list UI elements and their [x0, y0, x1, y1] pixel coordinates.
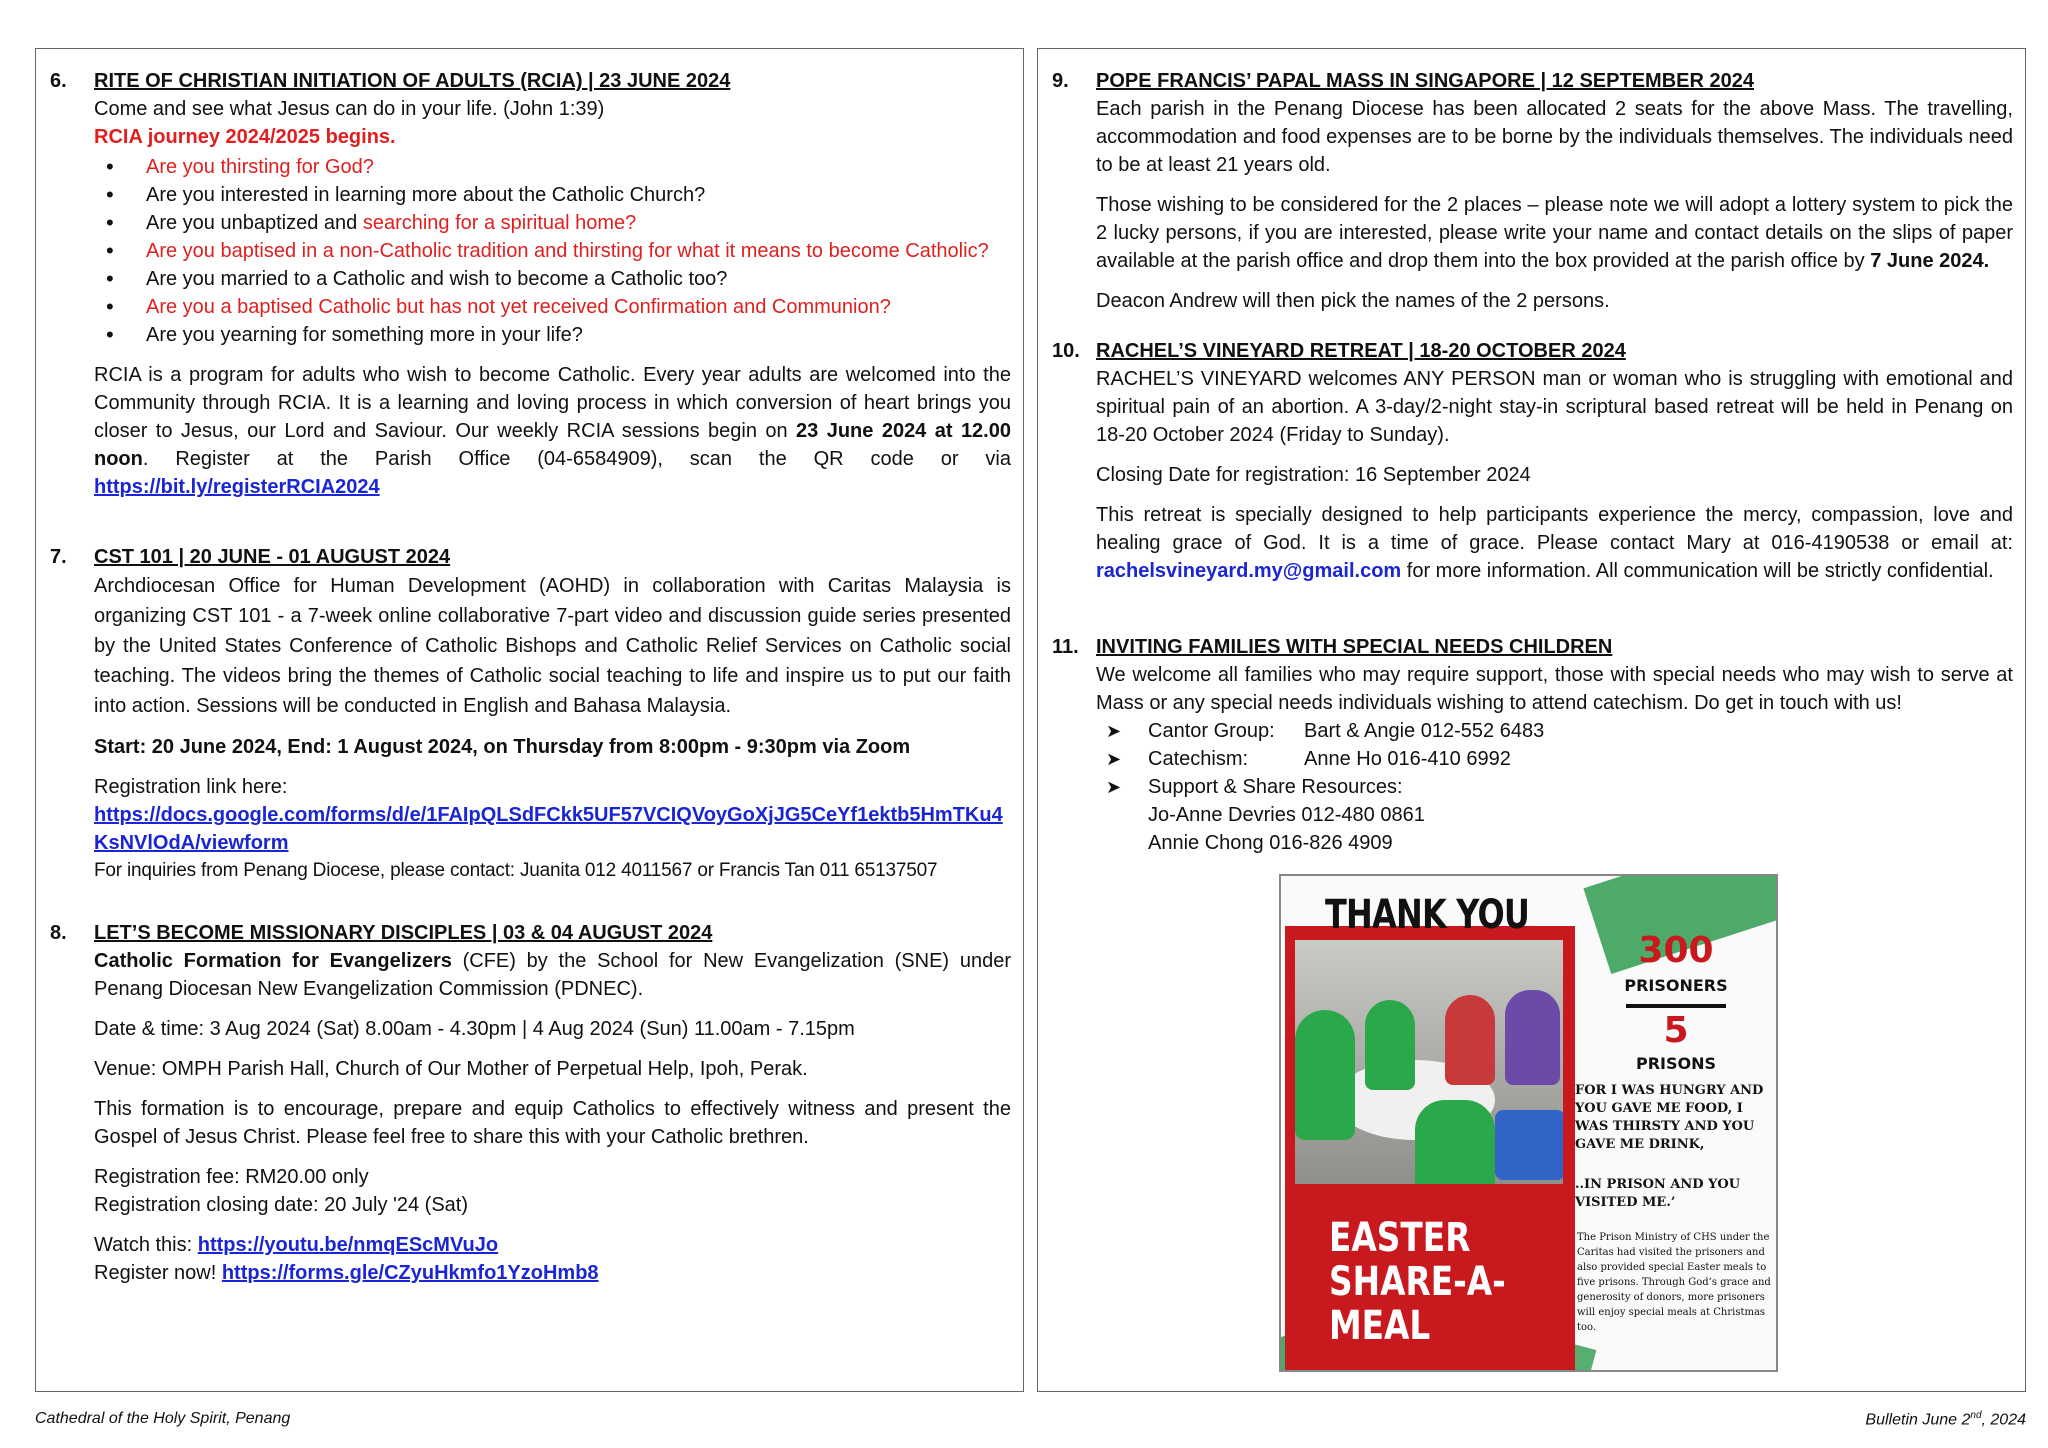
- section-number: 8.: [50, 922, 67, 944]
- section-heading: POPE FRANCIS’ PAPAL MASS IN SINGAPORE | 12 SEPTEMBER 2024: [1096, 70, 1754, 92]
- prisoner-count: 300: [1638, 930, 1714, 971]
- easter-share-a-meal-title: EASTER SHARE-A-MEAL: [1329, 1215, 1506, 1349]
- scripture-quote: FOR I WAS HUNGRY AND YOU GAVE ME FOOD, I WAS THIRSTY AND YOU GAVE ME DRINK,: [1575, 1083, 1764, 1152]
- venue-line: Venue: OMPH Parish Hall, Church of Our Mother of Perpetual Help, Ipoh, Perak.: [94, 1058, 808, 1080]
- thank-you-heading: THANK YOU: [1325, 892, 1530, 938]
- closing-date-line: Registration closing date: 20 July '24 (Sat): [94, 1194, 469, 1216]
- divider: [1626, 1004, 1726, 1008]
- section-heading: RACHEL’S VINEYARD RETREAT | 18-20 OCTOBER 2024: [1096, 340, 1626, 362]
- question-list: [94, 153, 1011, 349]
- list-item: Jo-Anne Devries 012-480 0861: [1148, 804, 1425, 826]
- list-item: • Are you unbaptized and searching for a spiritual home?: [94, 209, 1011, 237]
- prisoners-label: PRISONERS: [1624, 976, 1728, 995]
- contact-paragraph: This retreat is specially designed to help participants experience the mercy, compassion, love and healing grace of God. It is a time of grace. Please contact Mary at 016-4190538 or email at: rachelsvineyard.my@gmail.com for more information. All communication will be strictly confidential.: [1096, 504, 2013, 582]
- cst-paragraph: Archdiocesan Office for Human Development (AOHD) in collaboration with Caritas Malaysia is organizing CST 101 - a 7-week online collaborative 7-part video and discussion guide series presented by the United States Conference of Catholic Bishops and Catholic Relief Services on Catholic social teaching. The videos bring the themes of Catholic social teaching to life and inspire us to put our faith into action. Sessions will be conducted in English and Bahasa Malaysia.: [94, 575, 1011, 717]
- section-number: 6.: [50, 70, 67, 92]
- cst-schedule: Start: 20 June 2024, End: 1 August 2024, on Thursday from 8:00pm - 9:30pm via Zoom: [94, 736, 911, 758]
- list-item: • Are you baptised in a non-Catholic tradition and thirsting for what it means to become Catholic?: [94, 237, 1011, 265]
- section-number: 10.: [1052, 340, 1080, 362]
- youtube-link[interactable]: https://youtu.be/nmqEScMVuJo: [197, 1234, 499, 1256]
- scripture-quote-end: ..IN PRISON AND YOU VISITED ME.’: [1575, 1177, 1741, 1210]
- section-heading: CST 101 | 20 JUNE - 01 AUGUST 2024: [94, 546, 451, 568]
- list-item: ➤ Cantor Group: Bart & Angie 012-552 6483: [1096, 717, 2013, 745]
- footer-bulletin-date: Bulletin June 2nd, 2024: [1865, 1410, 2026, 1429]
- section-number: 9.: [1052, 70, 1069, 92]
- list-item: • Are you yearning for something more in your life?: [94, 321, 1011, 349]
- section-number: 7.: [50, 546, 67, 568]
- rcia-register-link[interactable]: https://bit.ly/registerRCIA2024: [94, 476, 380, 498]
- list-item: Annie Chong 016-826 4909: [1148, 832, 1393, 854]
- formation-paragraph: This formation is to encourage, prepare and equip Catholics to effectively witness and present the Gospel of Jesus Christ. Please feel free to share this with your Catholic brethren.: [94, 1098, 1011, 1148]
- lottery-paragraph: Those wishing to be considered for the 2 places – please note we will adopt a lottery system to pick the 2 lucky persons, if you are interested, please write your name and contact details on the slips of paper available at the parish office and drop them into the box provided at the parish office by 7 June 2024.: [1096, 194, 2013, 272]
- list-item: • Are you interested in learning more about the Catholic Church?: [94, 181, 1011, 209]
- list-item: • Are you married to a Catholic and wish to become a Catholic too?: [94, 265, 1011, 293]
- register-line: Register now! https://forms.gle/CZyuHkmfo1YzoHmb8: [94, 1262, 599, 1284]
- section-number: 11.: [1052, 636, 1079, 658]
- scripture-line: Come and see what Jesus can do in your life. (John 1:39): [94, 98, 605, 120]
- section-heading: LET’S BECOME MISSIONARY DISCIPLES | 03 & 04 AUGUST 2024: [94, 922, 713, 944]
- journey-line: RCIA journey 2024/2025 begins.: [94, 126, 396, 148]
- prison-ministry-story: The Prison Ministry of CHS under the Caritas had visited the prisoners and also provided special Easter meals to five prisons. Through God’s grace and generosity of donors, more prisoners will enjoy special meals at Christmas too.: [1577, 1232, 1771, 1333]
- cst-registration-link[interactable]: https://docs.google.com/forms/d/e/1FAIpQLSdFCkk5UF57VCIQVoyGoXjJG5CeYf1ektb5HmTKu4KsNVlOdA/viewform: [94, 804, 1003, 854]
- date-time-line: Date & time: 3 Aug 2024 (Sat) 8.00am - 4.30pm | 4 Aug 2024 (Sun) 11.00am - 7.15pm: [94, 1018, 855, 1040]
- retreat-paragraph: RACHEL’S VINEYARD welcomes ANY PERSON man or woman who is struggling with emotional and spiritual pain of an abortion. A 3-day/2-night stay-in scriptural based retreat will be held in Penang on 18-20 October 2024 (Friday to Sunday).: [1096, 368, 2013, 446]
- footer-parish-name: Cathedral of the Holy Spirit, Penang: [35, 1410, 291, 1427]
- prison-count: 5: [1663, 1010, 1689, 1051]
- arrow-icon: ➤: [1106, 777, 1122, 797]
- contact-list: [1096, 717, 2013, 857]
- left-column: [35, 48, 1024, 1392]
- closing-date-line: Closing Date for registration: 16 September 2024: [1096, 464, 1531, 486]
- inquiry-line: For inquiries from Penang Diocese, please contact: Juanita 012 4011567 or Francis Tan 011 65137507: [94, 860, 938, 881]
- rcia-paragraph: RCIA is a program for adults who wish to become Catholic. Every year adults are welcomed into the Community through RCIA. It is a learning and loving process in which conversion of heart brings you closer to Jesus, our Lord and Saviour. Our weekly RCIA sessions begin on 23 June 2024 at 12.00 noon. Register at the Parish Office (04-6584909), scan the QR code or via https://bit.ly/registerRCIA2024: [94, 364, 1011, 498]
- fee-line: Registration fee: RM20.00 only: [94, 1166, 369, 1188]
- list-item: • Are you thirsting for God?: [94, 153, 1011, 181]
- prisons-label: PRISONS: [1635, 1054, 1717, 1073]
- section-heading: INVITING FAMILIES WITH SPECIAL NEEDS CHILDREN: [1096, 636, 1613, 658]
- list-item: ➤ Support & Share Resources:: [1096, 773, 2013, 801]
- arrow-icon: ➤: [1106, 749, 1122, 769]
- welcome-paragraph: We welcome all families who may require support, those with special needs who may wish to serve at Mass or any special needs individuals wishing to attend catechism. Do get in touch with us!: [1096, 664, 2013, 714]
- list-item: ➤ Catechism: Anne Ho 016-410 6992: [1096, 745, 2013, 773]
- allocation-paragraph: Each parish in the Penang Diocese has been allocated 2 seats for the above Mass. The travelling, accommodation and food expenses are to be borne by the individuals themselves. The individuals need to be at least 21 years old.: [1096, 98, 2013, 176]
- prisoners-meal-photo: [1295, 940, 1563, 1184]
- arrow-icon: ➤: [1106, 721, 1122, 741]
- easter-share-a-meal-poster: [1279, 874, 1778, 1372]
- list-item: • Are you a baptised Catholic but has not yet received Confirmation and Communion?: [94, 293, 1011, 321]
- deacon-line: Deacon Andrew will then pick the names of the 2 persons.: [1096, 290, 1610, 312]
- watch-line: Watch this: https://youtu.be/nmqEScMVuJo: [94, 1234, 499, 1256]
- cfe-paragraph: Catholic Formation for Evangelizers (CFE) by the School for New Evangelization (SNE) under Penang Diocesan New Evangelization Commission (PDNEC).: [94, 950, 1011, 1000]
- forms-link[interactable]: https://forms.gle/CZyuHkmfo1YzoHmb8: [221, 1262, 599, 1284]
- section-heading: RITE OF CHRISTIAN INITIATION OF ADULTS (RCIA) | 23 JUNE 2024: [94, 70, 731, 92]
- email-link[interactable]: rachelsvineyard.my@gmail.com: [1096, 560, 1402, 582]
- registration-label: Registration link here:: [94, 776, 288, 798]
